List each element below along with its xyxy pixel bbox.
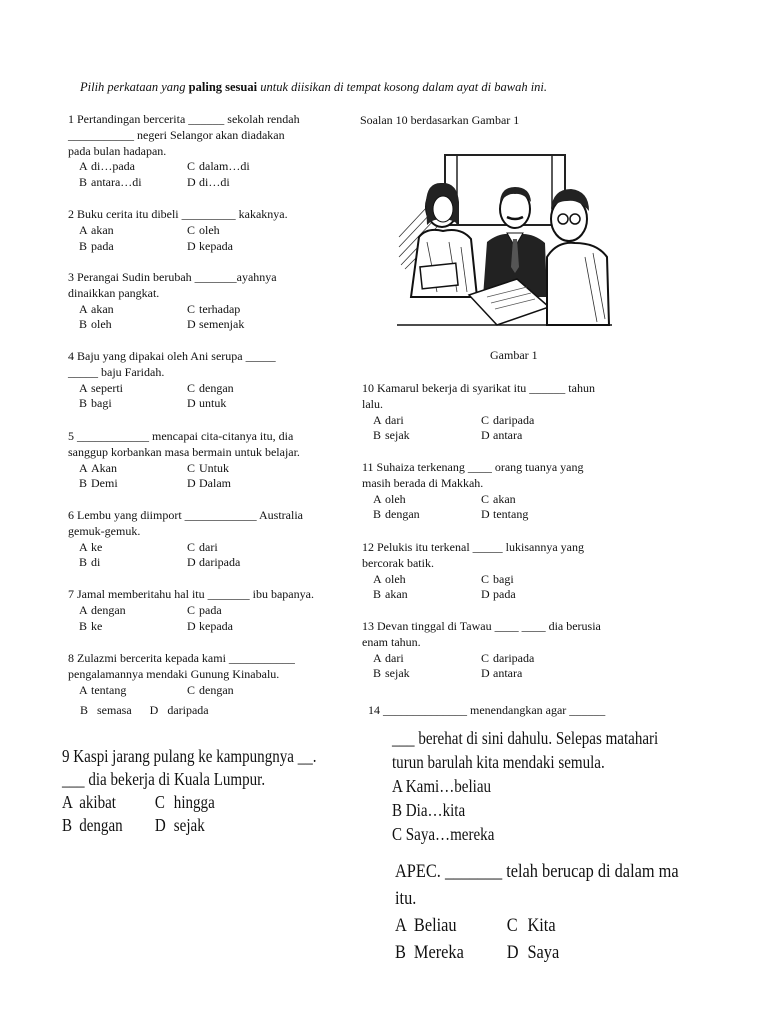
option-letter: D bbox=[481, 507, 490, 522]
question-stem-line: enam tahun. bbox=[362, 634, 421, 649]
big-question-line: ___ dia bekerja di Kuala Lumpur. bbox=[62, 769, 266, 789]
option-text: di bbox=[91, 555, 101, 570]
option-text: dengan bbox=[199, 682, 234, 697]
option-letter: A bbox=[373, 571, 382, 586]
question-stem-line: 12 Pelukis itu terkenal _____ lukisannya yang bbox=[362, 540, 584, 554]
option-text: akan bbox=[91, 222, 114, 237]
option-letter: A bbox=[373, 412, 382, 427]
option-letter: D bbox=[187, 618, 196, 633]
option-text: semenjak bbox=[199, 317, 245, 332]
option-text: Beliau bbox=[413, 915, 457, 936]
question-stem-line: 5 ____________ mencapai cita-citanya itu, dia bbox=[68, 429, 294, 443]
option-letter: A bbox=[79, 301, 88, 316]
question-stem-line: pada bulan hadapan. bbox=[68, 143, 167, 158]
option-text: Akan bbox=[91, 460, 117, 475]
question-item bbox=[68, 270, 358, 333]
option-letter: D bbox=[187, 396, 196, 411]
question-stem-line: bercorak batik. bbox=[362, 555, 434, 570]
option-text: pada bbox=[91, 238, 114, 253]
option-letter: C bbox=[481, 650, 490, 665]
option-letter: B bbox=[79, 476, 88, 491]
option-letter: D bbox=[154, 815, 166, 835]
option-letter: C bbox=[187, 159, 196, 174]
question-stem-line: 8 Zulazmi bercerita kepada kami ___________ bbox=[68, 651, 295, 665]
option-text: dari bbox=[385, 650, 404, 665]
option-text: akan bbox=[385, 587, 408, 602]
option-row bbox=[373, 572, 662, 588]
option-text: dalam…di bbox=[199, 159, 250, 174]
option-text: sejak bbox=[385, 428, 410, 443]
option-text: Untuk bbox=[199, 460, 229, 475]
option-row bbox=[79, 302, 358, 318]
option-letter: A bbox=[79, 602, 88, 617]
option-text: Dalam bbox=[199, 476, 231, 491]
option-text: untuk bbox=[199, 396, 227, 411]
option-letter: C bbox=[187, 682, 196, 697]
option-letter: C bbox=[187, 539, 196, 554]
option-letter: D bbox=[187, 317, 196, 332]
question-stem-line: 11 Suhaiza terkenang ____ orang tuanya yang bbox=[362, 460, 584, 474]
option-letter: C bbox=[187, 222, 196, 237]
question-stem-line: 6 Lembu yang diimport ____________ Australia bbox=[68, 508, 303, 522]
option-text: daripada bbox=[493, 650, 535, 665]
option-text: antara…di bbox=[91, 175, 142, 190]
option-text: antara bbox=[493, 666, 523, 681]
option-text: dengan bbox=[79, 815, 123, 835]
option-text: dengan bbox=[199, 380, 234, 395]
option-letter: D bbox=[481, 587, 490, 602]
option-row bbox=[79, 683, 358, 699]
option-row bbox=[79, 175, 358, 191]
question-stem-line: 7 Jamal memberitahu hal itu _______ ibu bapanya. bbox=[68, 587, 314, 601]
option-row bbox=[79, 381, 358, 397]
option-text: akan bbox=[91, 301, 114, 316]
option-letter: C bbox=[187, 380, 196, 395]
option-letter: B bbox=[79, 396, 88, 411]
cut-left-text: B semasa D daripada bbox=[80, 703, 209, 717]
question-stem-line: 4 Baju yang dipakai oleh Ani serupa _____ bbox=[68, 349, 276, 363]
option-text: kepada bbox=[199, 618, 233, 633]
option-row bbox=[373, 587, 662, 603]
option-letter: D bbox=[187, 175, 196, 190]
option-row bbox=[373, 492, 662, 508]
option-letter: A bbox=[395, 915, 407, 936]
question-stem-line: sanggup korbankan masa bermain untuk belajar. bbox=[68, 444, 300, 459]
option-row bbox=[79, 223, 358, 239]
question-item bbox=[68, 112, 358, 191]
option-text: akibat bbox=[79, 792, 116, 812]
option-letter: A bbox=[79, 460, 88, 475]
big-question-line: ___ berehat di sini dahulu. Selepas matahari bbox=[392, 728, 659, 748]
option-text: pada bbox=[493, 587, 516, 602]
question-item bbox=[68, 429, 358, 492]
question-item bbox=[68, 587, 358, 634]
option-letter: B bbox=[79, 175, 88, 190]
option-letter: A bbox=[373, 650, 382, 665]
option-letter: D bbox=[481, 428, 490, 443]
question-stem-line: _____ baju Faridah. bbox=[68, 364, 165, 379]
option-letter: A bbox=[79, 380, 88, 395]
big-q15-fragment bbox=[0, 858, 768, 968]
option-text: dari bbox=[199, 539, 218, 554]
option-text: di…pada bbox=[91, 159, 135, 174]
option-letter: B bbox=[373, 666, 382, 681]
big-question-line: itu. bbox=[395, 888, 417, 909]
option-letter: B bbox=[373, 507, 382, 522]
question-item bbox=[362, 540, 662, 603]
option-text: dari bbox=[385, 412, 404, 427]
option-letter: B bbox=[79, 618, 88, 633]
option-letter: B bbox=[79, 555, 88, 570]
option-text: C Saya…mereka bbox=[392, 824, 495, 844]
cut-right-text: 14 ______________ menendangkan agar ______ bbox=[368, 703, 606, 717]
option-text: dengan bbox=[91, 602, 126, 617]
option-text: A Kami…beliau bbox=[392, 776, 492, 796]
option-text: terhadap bbox=[199, 301, 241, 316]
option-letter: C bbox=[187, 301, 196, 316]
question-stem-line: 13 Devan tinggal di Tawau ____ ____ dia berusia bbox=[362, 619, 601, 633]
option-text: ke bbox=[91, 539, 103, 554]
option-row bbox=[373, 428, 662, 444]
question-stem-line: masih berada di Makkah. bbox=[362, 475, 484, 490]
option-letter: B bbox=[79, 238, 88, 253]
option-letter: C bbox=[187, 602, 196, 617]
option-letter: A bbox=[79, 539, 88, 554]
option-row bbox=[79, 461, 358, 477]
option-letter: A bbox=[79, 682, 88, 697]
option-letter: B bbox=[62, 815, 73, 835]
option-text: hingga bbox=[173, 792, 215, 812]
option-letter: D bbox=[506, 942, 519, 963]
instruction: Pilih perkataan yang paling sesuai untuk diisikan di tempat kosong dalam ayat di bawah ini. bbox=[80, 80, 548, 94]
question-item bbox=[68, 207, 358, 254]
option-text: pada bbox=[199, 602, 222, 617]
option-row bbox=[373, 507, 662, 523]
question-stem-line: gemuk-gemuk. bbox=[68, 523, 141, 538]
option-text: tentang bbox=[91, 682, 127, 697]
question-item bbox=[68, 508, 358, 571]
option-text: sejak bbox=[173, 815, 205, 835]
option-text: Mereka bbox=[413, 942, 464, 963]
option-text: daripada bbox=[493, 412, 535, 427]
option-row bbox=[373, 651, 662, 667]
option-text: Kita bbox=[527, 915, 556, 936]
option-text: seperti bbox=[91, 380, 123, 395]
option-letter: B bbox=[79, 317, 88, 332]
option-text: B Dia…kita bbox=[392, 800, 466, 820]
option-text: oleh bbox=[385, 491, 406, 506]
option-text: bagi bbox=[91, 396, 112, 411]
question-stem-line: lalu. bbox=[362, 396, 383, 411]
option-text: sejak bbox=[385, 666, 410, 681]
option-row bbox=[79, 603, 358, 619]
option-letter: A bbox=[79, 159, 88, 174]
question-stem-line: dinaikkan pangkat. bbox=[68, 285, 160, 300]
option-text: kepada bbox=[199, 238, 233, 253]
option-text: tentang bbox=[493, 507, 529, 522]
option-letter: C bbox=[481, 571, 490, 586]
figure-caption: Gambar 1 bbox=[490, 348, 538, 362]
question-item bbox=[68, 349, 358, 412]
question-item bbox=[362, 619, 662, 682]
question-stem-line: 10 Kamarul bekerja di syarikat itu ______ tahun bbox=[362, 381, 595, 395]
option-row bbox=[79, 476, 358, 492]
big-option-row bbox=[395, 939, 679, 966]
option-text: ke bbox=[91, 618, 103, 633]
option-row bbox=[79, 555, 358, 571]
option-text: dengan bbox=[385, 507, 420, 522]
option-text: oleh bbox=[91, 317, 112, 332]
option-letter: A bbox=[62, 792, 73, 812]
cut-strip bbox=[0, 703, 768, 720]
option-row bbox=[373, 666, 662, 682]
option-text: bagi bbox=[493, 571, 514, 586]
option-text: Saya bbox=[527, 942, 560, 963]
option-letter: B bbox=[373, 428, 382, 443]
big-question-line: turun barulah kita mendaki semula. bbox=[392, 752, 605, 772]
question-stem-line: 3 Perangai Sudin berubah _______ayahnya bbox=[68, 270, 277, 284]
option-row bbox=[373, 413, 662, 429]
option-text: oleh bbox=[199, 222, 220, 237]
option-letter: D bbox=[187, 238, 196, 253]
big-option-row bbox=[392, 774, 658, 798]
option-letter: D bbox=[481, 666, 490, 681]
option-letter: B bbox=[395, 942, 406, 963]
option-letter: A bbox=[373, 491, 382, 506]
question-stem-line: 2 Buku cerita itu dibeli _________ kakaknya. bbox=[68, 207, 288, 221]
option-row bbox=[79, 619, 358, 635]
big-option-row bbox=[395, 912, 679, 939]
question-stem-line: ___________ negeri Selangor akan diadakan bbox=[68, 127, 285, 142]
option-row bbox=[79, 317, 358, 333]
question-stem-line: pengalamannya mendaki Gunung Kinabalu. bbox=[68, 666, 280, 681]
question-item bbox=[362, 460, 662, 523]
office-meeting-illustration bbox=[397, 147, 612, 327]
option-letter: C bbox=[506, 915, 518, 936]
question-item bbox=[68, 651, 358, 698]
option-text: akan bbox=[493, 491, 516, 506]
option-letter: C bbox=[481, 412, 490, 427]
section-header-q10: Soalan 10 berdasarkan Gambar 1 bbox=[360, 113, 520, 127]
big-option-row bbox=[392, 822, 658, 846]
option-letter: C bbox=[154, 792, 165, 812]
option-letter: C bbox=[481, 491, 490, 506]
big-option-row bbox=[392, 798, 658, 822]
option-letter: D bbox=[187, 555, 196, 570]
option-letter: B bbox=[373, 587, 382, 602]
question-stem-line: 1 Pertandingan bercerita ______ sekolah rendah bbox=[68, 112, 300, 126]
option-text: daripada bbox=[199, 555, 241, 570]
option-row bbox=[79, 540, 358, 556]
option-text: Demi bbox=[91, 476, 118, 491]
big-question-line: 9 Kaspi jarang pulang ke kampungnya __. bbox=[62, 746, 317, 766]
option-row bbox=[79, 159, 358, 175]
big-question-line: APEC. _______ telah berucap di dalam ma bbox=[395, 861, 679, 882]
big-q14-fragment bbox=[0, 723, 768, 844]
option-text: di…di bbox=[199, 175, 230, 190]
option-letter: D bbox=[187, 476, 196, 491]
option-row bbox=[79, 239, 358, 255]
option-text: antara bbox=[493, 428, 523, 443]
option-letter: C bbox=[187, 460, 196, 475]
question-item bbox=[362, 381, 662, 444]
option-row bbox=[79, 396, 358, 412]
option-text: oleh bbox=[385, 571, 406, 586]
option-letter: A bbox=[79, 222, 88, 237]
